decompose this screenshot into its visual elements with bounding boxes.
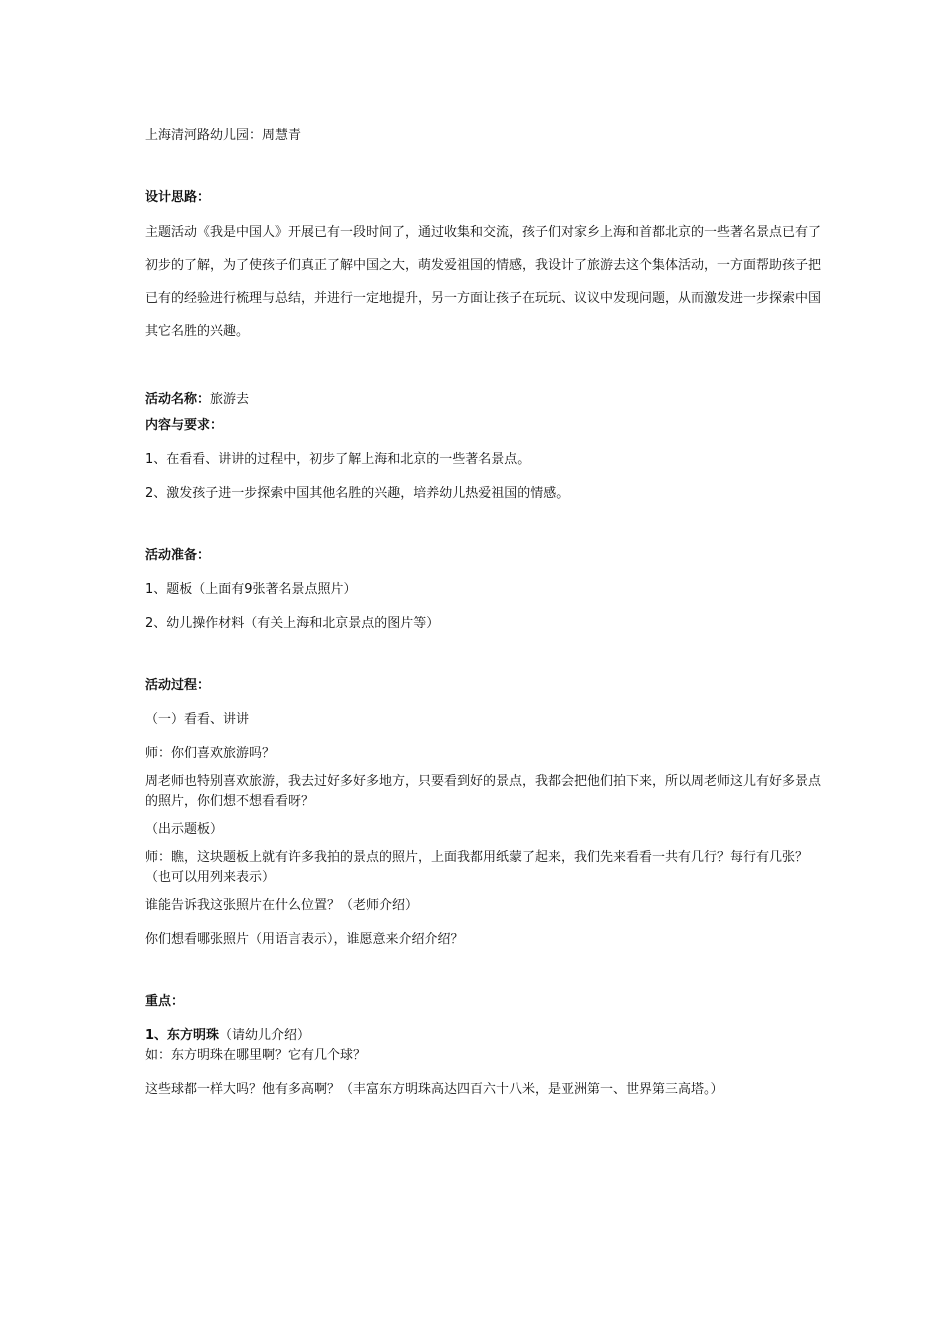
process-line: 周老师也特别喜欢旅游，我去过好多好多地方，只要看到好的景点，我都会把他们拍下来，所以周老师这儿有好多景点的照片，你们想不想看看呀？ (145, 774, 822, 809)
design-heading: 设计思路： (145, 190, 211, 205)
preparation-item: 1、题板（上面有9张著名景点照片） (145, 582, 357, 597)
key-points-heading: 重点： (145, 994, 185, 1009)
process-heading: 活动过程： (145, 678, 211, 693)
process-line: 谁能告诉我这张照片在什么位置？（老师介绍） (145, 898, 419, 913)
process-line: 你们想看哪张照片（用语言表示），谁愿意来介绍介绍？ (145, 932, 464, 947)
key-point-note: （请幼儿介绍） (219, 1028, 311, 1043)
process-line: （出示题板） (145, 822, 224, 837)
process-line: 师：瞧，这块题板上就有许多我拍的景点的照片，上面我都用纸蒙了起来，我们先来看看一共有几行？每行有几张？（也可以用列来表示） (145, 850, 809, 885)
activity-name-label: 活动名称： (145, 392, 211, 407)
key-point-title-line (145, 1026, 825, 1046)
author-line: 上海清河路幼儿园：周慧青 (145, 128, 302, 143)
process-list (145, 710, 825, 950)
process-line: 师：你们喜欢旅游吗？ (145, 746, 276, 761)
activity-name-line (145, 390, 825, 410)
key-point-line: 如：东方明珠在哪里啊？它有几个球？ (145, 1048, 367, 1063)
activity-name-value: 旅游去 (210, 392, 250, 407)
key-point-title: 1、东方明珠 (145, 1028, 220, 1043)
preparation-heading: 活动准备： (145, 548, 211, 563)
key-points-list (145, 1046, 825, 1100)
design-paragraph: 主题活动《我是中国人》开展已有一段时间了，通过收集和交流，孩子们对家乡上海和首都北京的一些著名景点已有了初步的了解，为了使孩子们真正了解中国之大，萌发爱祖国的情感，我设计了旅游去这个集体活动，一方面帮助孩子把已有的经验进行梳理与总结，并进行一定地提升，另一方面让孩子在玩玩、议议中发现问题，从而激发进一步探索中国其它名胜的兴趣。 (145, 225, 822, 339)
preparation-list (145, 580, 825, 634)
preparation-item: 2、幼儿操作材料（有关上海和北京景点的图片等） (145, 616, 440, 631)
requirement-item: 2、激发孩子进一步探索中国其他名胜的兴趣，培养幼儿热爱祖国的情感。 (145, 486, 570, 501)
requirements-list (145, 450, 825, 504)
document-body (145, 126, 825, 1100)
key-point-line: 这些球都一样大吗？他有多高啊？（丰富东方明珠高达四百六十八米，是亚洲第一、世界第三高塔。） (145, 1082, 724, 1097)
requirements-heading: 内容与要求： (145, 418, 224, 433)
requirement-item: 1、在看看、讲讲的过程中，初步了解上海和北京的一些著名景点。 (145, 452, 531, 467)
process-line: （一）看看、讲讲 (145, 712, 250, 727)
